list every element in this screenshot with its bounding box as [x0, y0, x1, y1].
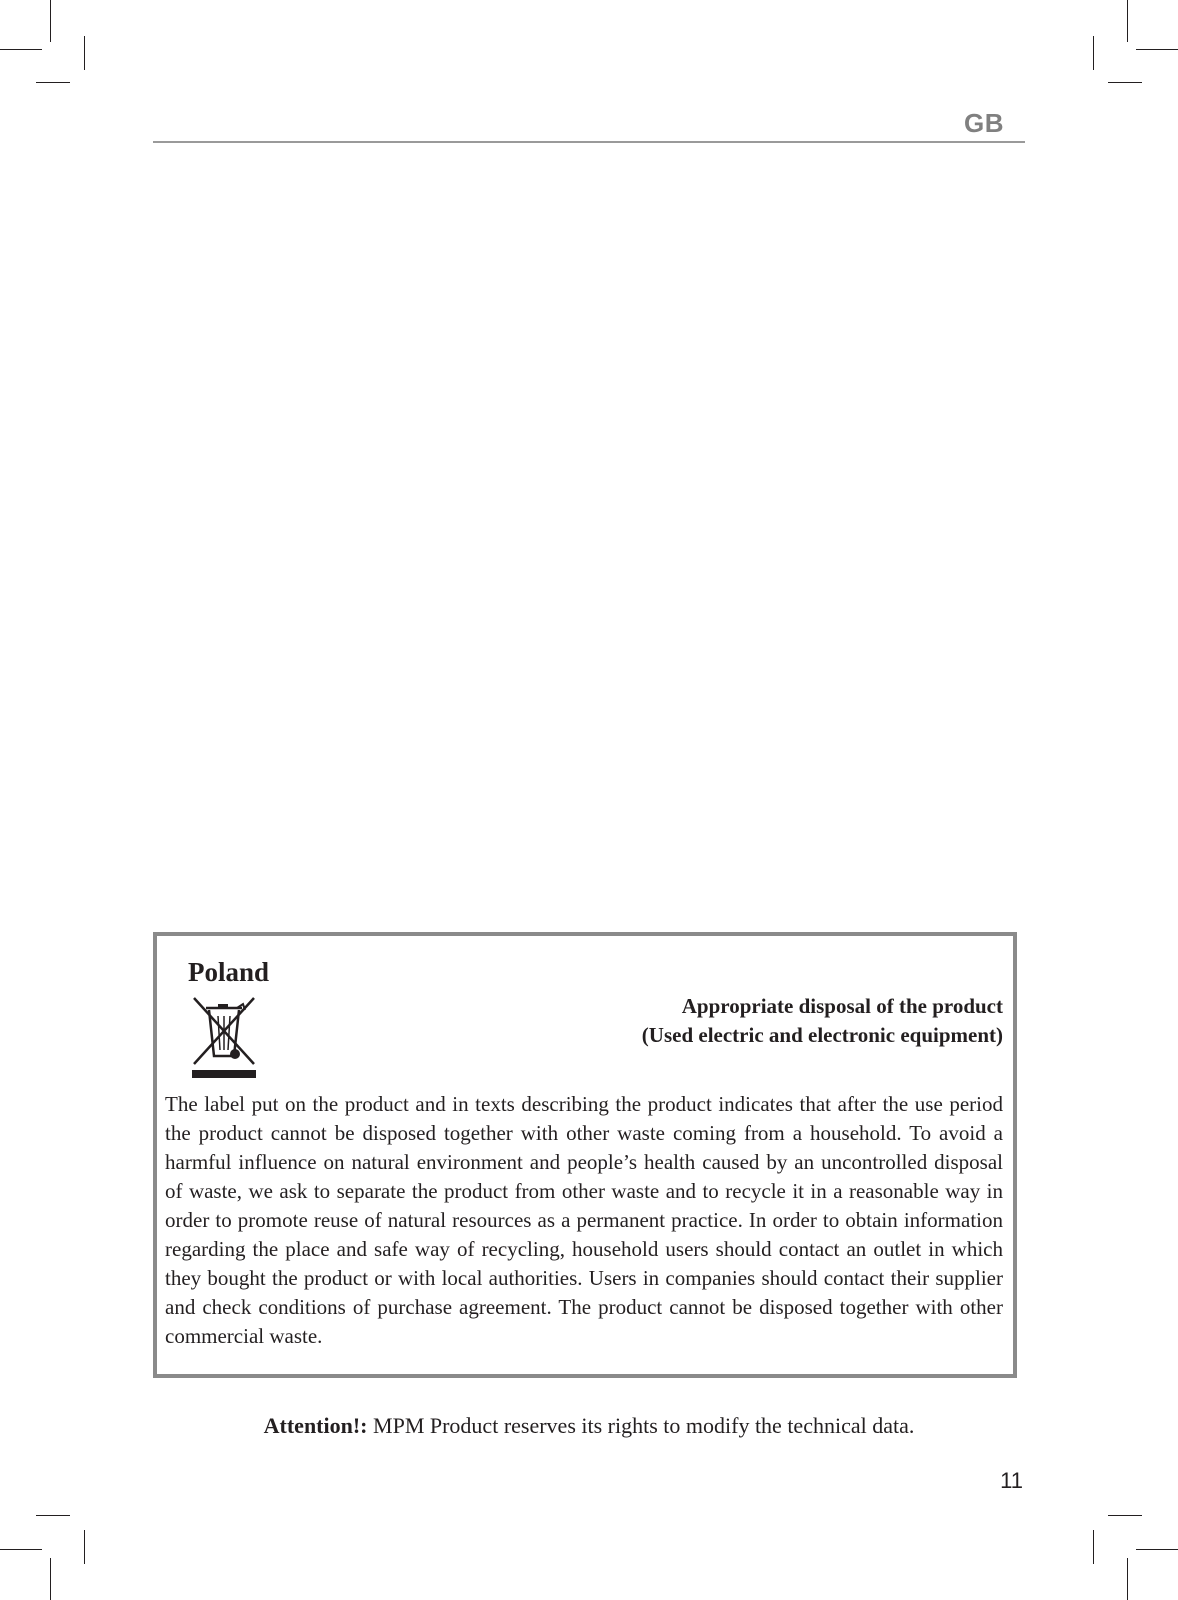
attention-note: [0, 1412, 1178, 1440]
crop-mark: [0, 49, 42, 50]
attention-text: MPM Product reserves its rights to modify the technical data.: [367, 1413, 915, 1438]
disposal-body-text: The label put on the product and in texts describing the product indicates that after the use period the product cannot be disposed together with other waste coming from a household. To avoid a harmful influence on natural environment and people’s health caused by an uncontrolled disposal of waste, we ask to separate the product from other waste and to recycle it in a reasonable way in order to promote reuse of natural resources as a permanent practice. In order to obtain information regarding the place and safe way of recycling, household users should contact an outlet in which they bought the product or with local authorities. Users in companies should contact their supplier and check conditions of purchase agreement. The product cannot be disposed together with other commercial waste.: [165, 1092, 1003, 1348]
crossed-out-wheelie-bin-icon: [190, 994, 258, 1080]
crop-mark: [84, 36, 85, 70]
crop-mark: [1093, 1530, 1094, 1564]
crop-mark: [36, 1515, 70, 1516]
disposal-title: [642, 992, 1003, 1050]
crop-mark: [50, 1558, 51, 1600]
crop-mark: [36, 82, 70, 83]
country-heading: Poland: [188, 957, 270, 987]
disposal-title-line2: (Used electric and electronic equipment): [641, 1023, 1003, 1047]
crop-mark: [1136, 49, 1178, 50]
crop-mark: [1093, 36, 1094, 70]
crop-mark: [0, 1549, 42, 1550]
crop-mark: [50, 0, 51, 42]
header-rule: [153, 141, 1025, 143]
disposal-notice-box: [153, 932, 1017, 1378]
crop-mark: [1136, 1549, 1178, 1550]
crop-mark: [1127, 1558, 1128, 1600]
disposal-title-line1: Appropriate disposal of the product: [681, 994, 1003, 1018]
crop-mark: [84, 1530, 85, 1564]
page-number: 11: [1000, 1468, 1023, 1493]
crop-mark: [1127, 0, 1128, 42]
crop-mark: [1108, 82, 1142, 83]
language-code: GB: [964, 108, 1004, 138]
attention-label: Attention!:: [263, 1413, 368, 1438]
crop-mark: [1108, 1515, 1142, 1516]
